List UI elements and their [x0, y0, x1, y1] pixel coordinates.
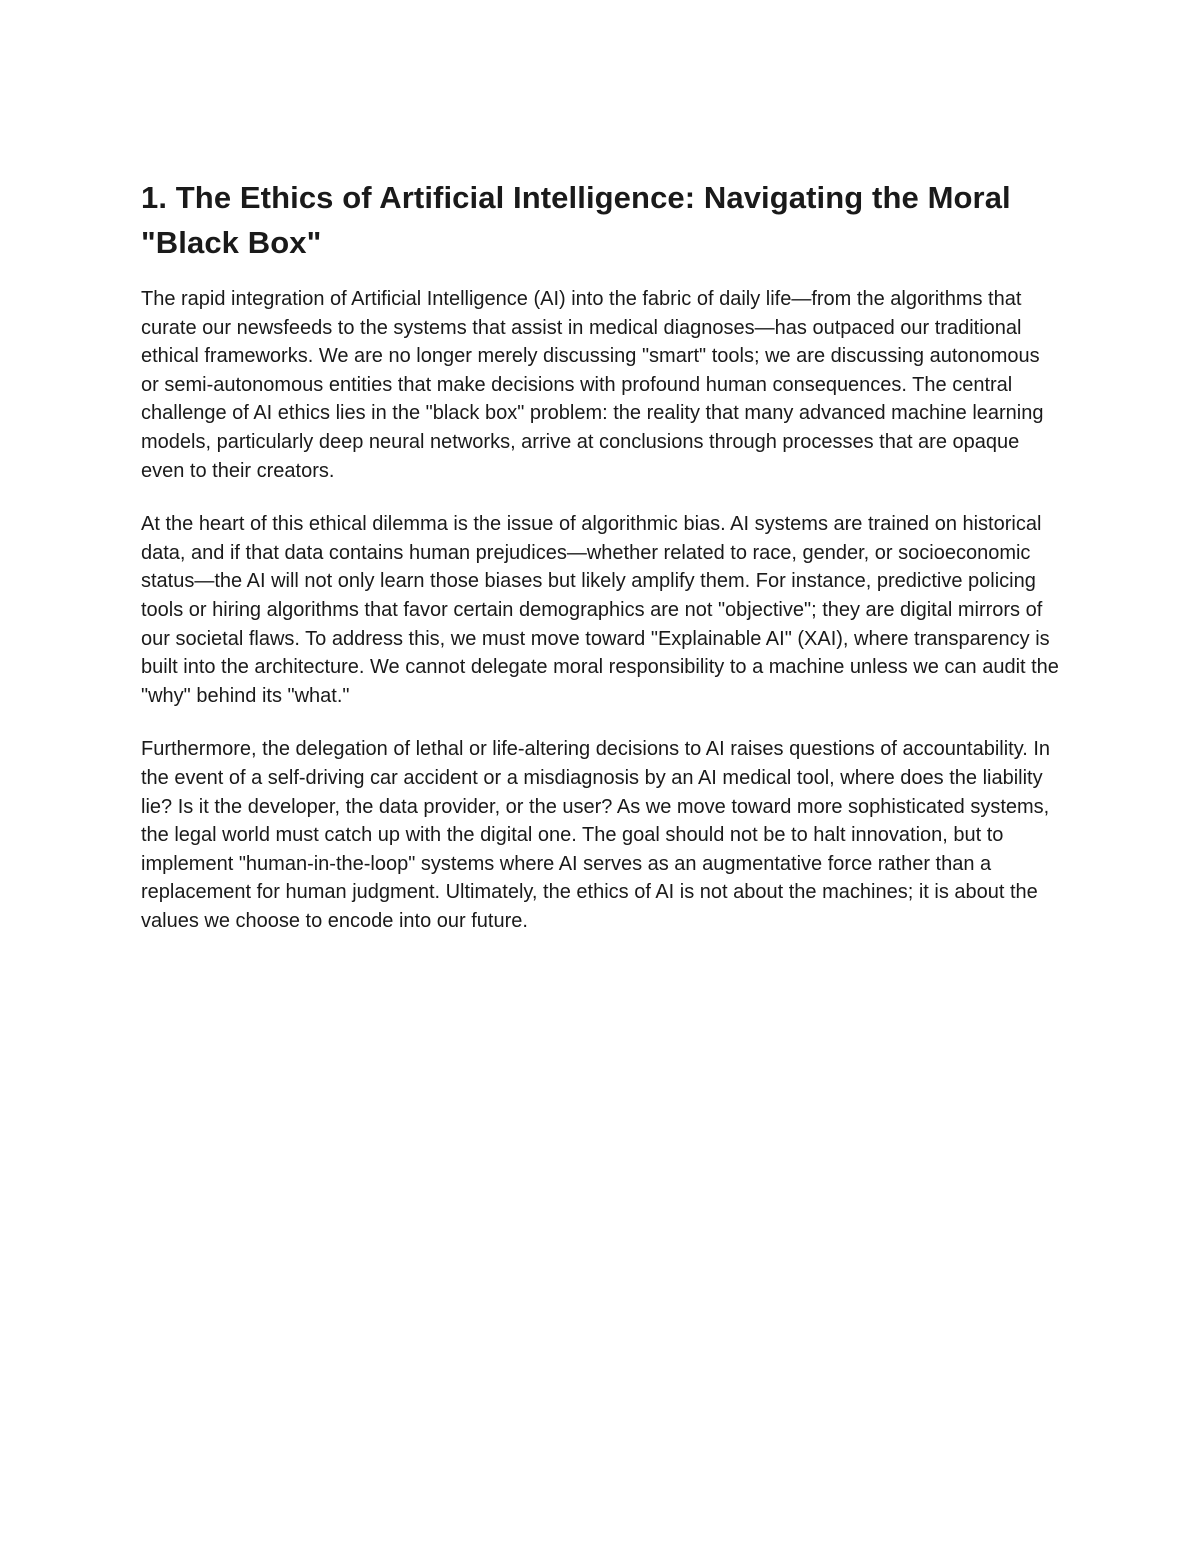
paragraph-1: The rapid integration of Artificial Intelligence (AI) into the fabric of daily life—from the algorithms that curate our newsfeeds to the systems that assist in medical diagnoses—has outpaced our traditional ethical frameworks. We are no longer merely discussing "smart" tools; we are discussing autonomous or semi-autonomous entities that make decisions with profound human consequences. The central challenge of AI ethics lies in the "black box" problem: the reality that many advanced machine learning models, particularly deep neural networks, arrive at conclusions through processes that are opaque even to their creators.	[141, 288, 1044, 482]
paragraph-2: At the heart of this ethical dilemma is the issue of algorithmic bias. AI systems are trained on historical data, and if that data contains human prejudices—whether related to race, gender, or socioeconomic status—the AI will not only learn those biases but likely amplify them. For instance, predictive policing tools or hiring algorithms that favor certain demographics are not "objective"; they are digital mirrors of our societal flaws. To address this, we must move toward "Explainable AI" (XAI), where transparency is built into the architecture. We cannot delegate moral responsibility to a machine unless we can audit the "why" behind its "what."	[141, 513, 1059, 707]
paragraph-3: Furthermore, the delegation of lethal or life-altering decisions to AI raises questions of accountability. In the event of a self-driving car accident or a misdiagnosis by an AI medical tool, where does the liability lie? Is it the developer, the data provider, or the user? As we move toward more sophisticated systems, the legal world must catch up with the digital one. The goal should not be to halt innovation, but to implement "human-in-the-loop" systems where AI serves as an augmentative force rather than a replacement for human judgment. Ultimately, the ethics of AI is not about the machines; it is about the values we choose to encode into our future.	[141, 738, 1051, 932]
document-title: 1. The Ethics of Artificial Intelligence: Navigating the Moral "Black Box"	[141, 180, 1011, 260]
document-body	[141, 175, 1061, 935]
